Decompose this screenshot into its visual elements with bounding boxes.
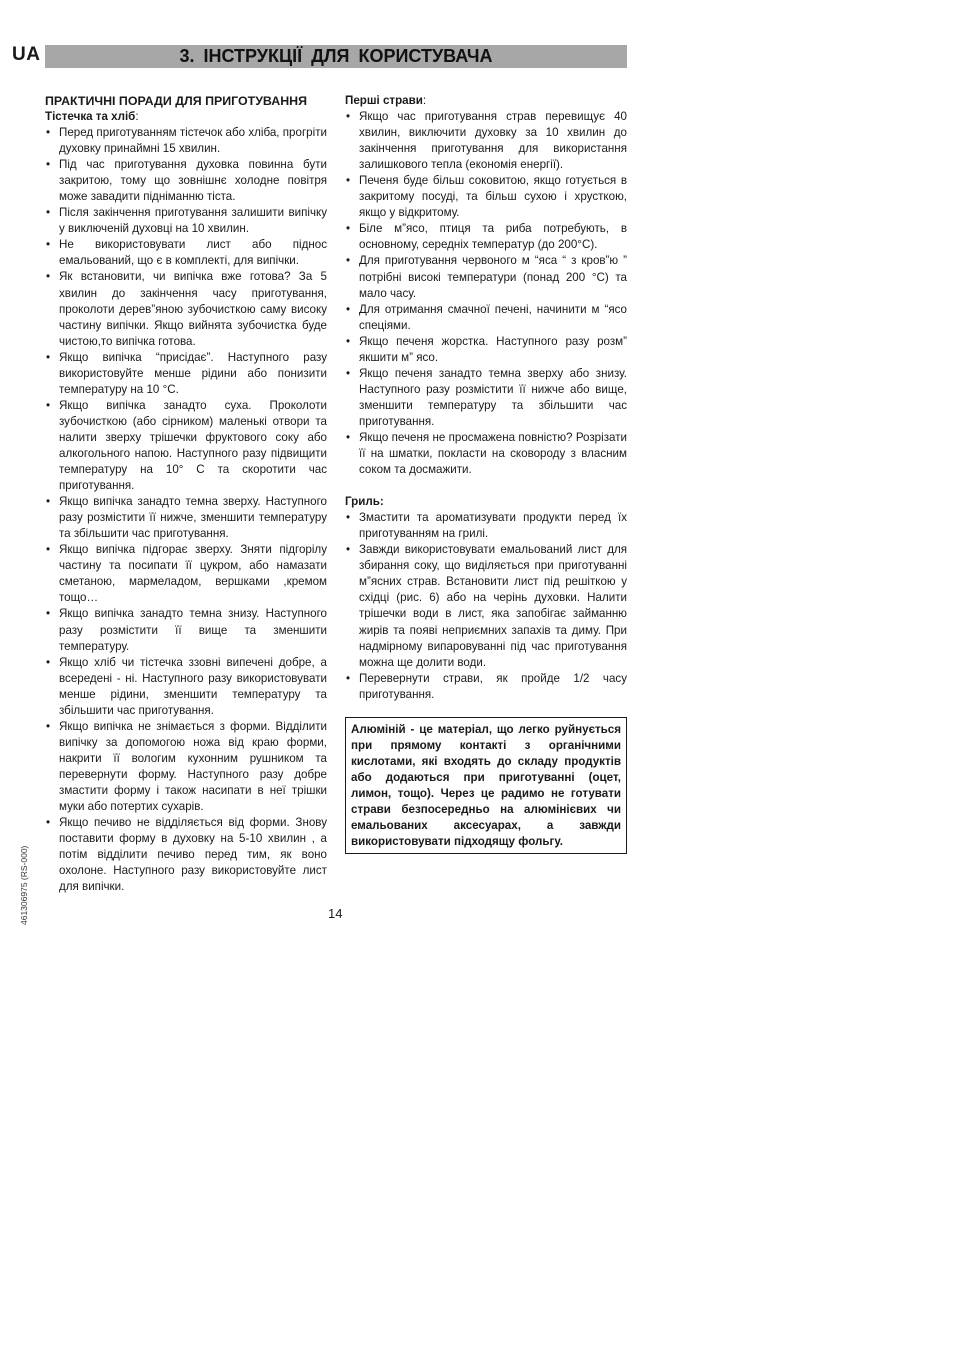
list-item: • Перевернути страви, як пройде 1/2 часу приготування. bbox=[345, 671, 627, 703]
list-item: • Для отримання смачної печені, начинити м “ясо спеціями. bbox=[345, 302, 627, 334]
page-number: 14 bbox=[328, 906, 343, 921]
list-item: • Якщо час приготування страв перевищує 40 хвилин, виключити духовку за 10 хвилин до закінчення приготування для використання залишкового тепла (економія енергії). bbox=[345, 109, 627, 173]
first-courses-heading: Перші страви: bbox=[345, 94, 427, 107]
pastry-tips-list bbox=[45, 125, 327, 895]
list-item: • Якщо печеня жорстка. Наступного разу розм” якшити м” ясо. bbox=[345, 334, 627, 366]
list-item: • Для приготування червоного м “яса “ з кров”ю ” потрібні високі температури (понад 200 °С) та мало часу. bbox=[345, 253, 627, 301]
list-item: • Змастити та ароматизувати продукти перед їх приготуванням на грилі. bbox=[345, 510, 627, 542]
right-column bbox=[345, 93, 627, 854]
list-item: • Якщо випічка не знімається з форми. Відділити випічку за допомогою ножа від краю форми, накрити її вологим кухонним рушником та перевернути форму. Наступного разу добре змастити форму і також насипати в неї трішки муки або потертих сухарів. bbox=[45, 719, 327, 815]
page-title: 3. ІНСТРУКЦІЇ ДЛЯ КОРИСТУВАЧА bbox=[45, 45, 627, 68]
grill-tips-list bbox=[345, 510, 627, 703]
list-item: • Якщо випічка занадто темна знизу. Наступного разу розмістити її вище та зменшити температуру. bbox=[45, 606, 327, 654]
list-item: • Якщо хліб чи тістечка ззовні випечені добре, а всередені - ні. Наступного разу використовувати менше рідини, зменшити температуру та збільшити час приготування. bbox=[45, 655, 327, 719]
list-item: • Якщо випічка занадто суха. Проколоти зубочисткою (або сірником) маленькі отвори та налити зверху трішечки фруктового соку або алкогольного напою. Наступного разу підвищити температуру на 10° С та скоротити час приготування. bbox=[45, 398, 327, 494]
list-item: • Під час приготування духовка повинна бути закритою, тому що зовнішнє холодне повітря може завадити підніманню тіста. bbox=[45, 157, 327, 205]
list-item: • Як встановити, чи випічка вже готова? За 5 хвилин до закінчення часу приготування, проколоти дерев”яною зубочисткою саму високу частину випічки. Якщо вийнята зубочистка буде чистою,то випічка готова. bbox=[45, 269, 327, 349]
list-item: • Не використовувати лист або піднос емальований, що є в комплекті, для випічки. bbox=[45, 237, 327, 269]
grill-heading: Гриль: bbox=[345, 495, 384, 509]
list-item: • Перед приготуванням тістечок або хліба, прогріти духовку принаймні 15 хвилин. bbox=[45, 125, 327, 157]
list-item: • Печеня буде більш соковитою, якщо готується в закритому посуді, та більш сухою і хрусткою, якщо у відкритому. bbox=[345, 173, 627, 221]
list-item: • Якщо печеня не просмажена повністю? Розрізати її на шматки, покласти на сковороду з власним соком та досмажити. bbox=[345, 430, 627, 478]
list-item: • Якщо випічка занадто темна зверху. Наступного разу розмістити її нижче, зменшити температуру та збільшити час приготування. bbox=[45, 494, 327, 542]
document-code: 461306975 (RS-000) bbox=[19, 845, 29, 925]
list-item: • Якщо випічка підгорає зверху. Зняти підгорілу частину та посипати її цукром, або намазати сметаною, мармеладом, вершками ,кремом тощо… bbox=[45, 542, 327, 606]
language-code: UA bbox=[12, 44, 41, 65]
pastry-heading: Тістечка та хліб: bbox=[45, 110, 139, 123]
aluminium-warning-box: Алюміній - це матеріал, що легко руйнується при прямому контакті з органічними кислотами, які входять до складу продуктів або додаються при приготуванні (оцет, лимон, тощо). Через це радимо не готувати страви безпосередньо на алюмінієвих чи емальованих аксесуарах, а завжди використовувати підходящу фольгу. bbox=[345, 717, 627, 854]
section-heading: ПРАКТИЧНІ ПОРАДИ ДЛЯ ПРИГОТУВАННЯ bbox=[45, 94, 308, 108]
list-item: • Біле м”ясо, птиця та риба потребують, в основному, середніх температур (до 200°С). bbox=[345, 221, 627, 253]
list-item: • Завжди використовувати емальований лист для збирання соку, що виділяється при приготуванні м”ясних страв. Встановити лист під решіткою у східці (рис. 6) або на черінь духовки. Налити трішечки води в лист, яка запобігає займанню жирів та появі неприємних запахів та диму. При надмірному випаровуванні під час приготування можна ще долити води. bbox=[345, 542, 627, 670]
list-item: • Якщо випічка “присідає”. Наступного разу використовуйте менше рідини або понизити температуру на 10 °С. bbox=[45, 350, 327, 398]
list-item: • Якщо печиво не відділяється від форми. Знову поставити форму в духовку на 5-10 хвилин , а потім відділити печиво перед тим, як воно охолоне. Наступного разу використовуйте лист для випічки. bbox=[45, 815, 327, 895]
first-courses-list bbox=[345, 109, 627, 478]
list-item: • Після закінчення приготування залишити випічку у виключеній духовці на 10 хвилин. bbox=[45, 205, 327, 237]
list-item: • Якщо печеня занадто темна зверху або знизу. Наступного разу розмістити її нижче або вище, зменшити температуру та збільшити час приготування. bbox=[345, 366, 627, 430]
left-column bbox=[45, 93, 327, 895]
